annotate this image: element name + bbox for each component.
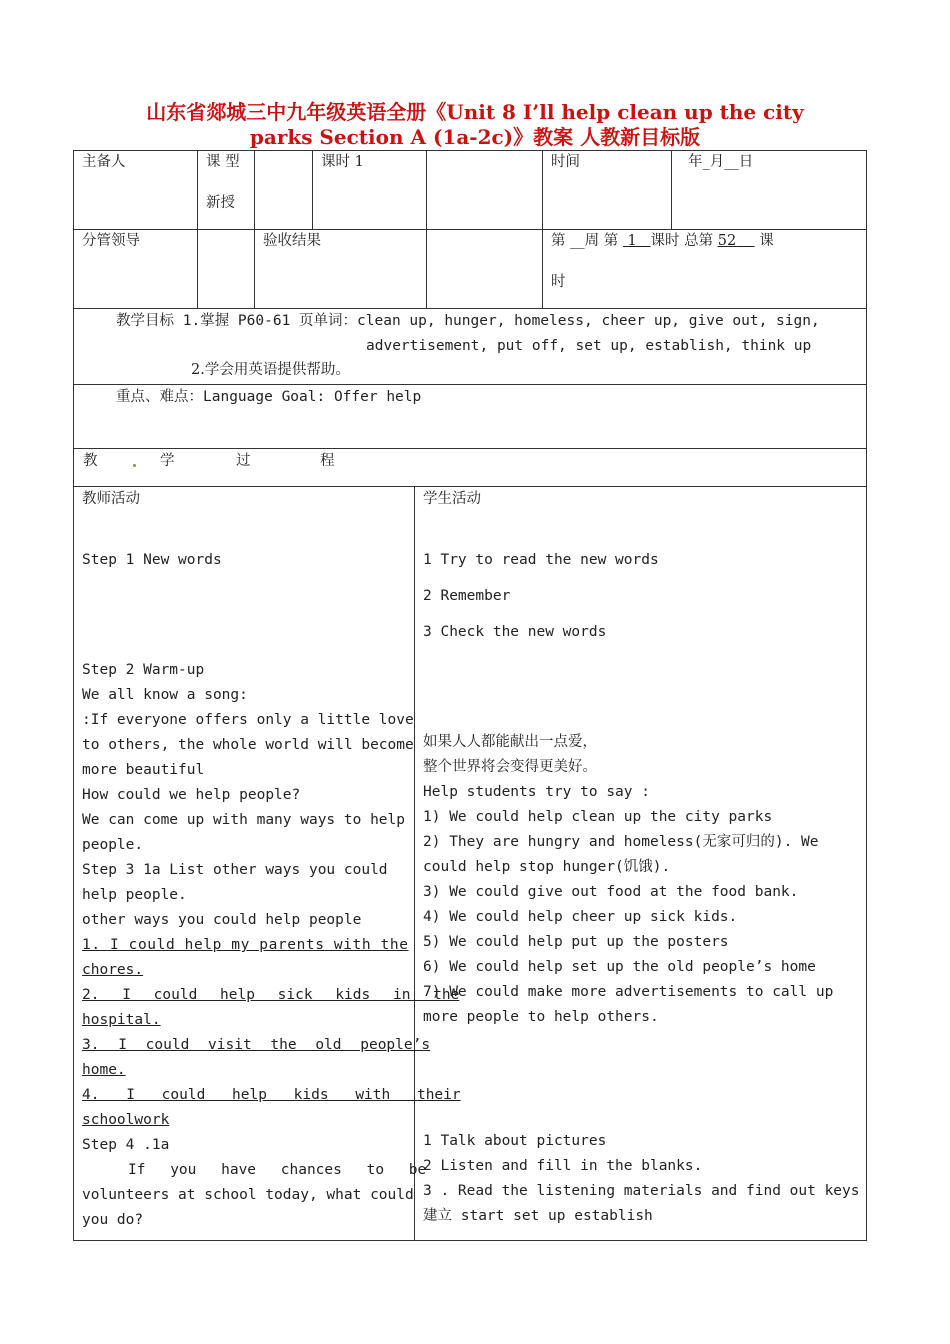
total-number: 52 xyxy=(717,233,737,249)
teacher-step-1: Step 1 New words xyxy=(82,552,222,568)
teacher-line: people. xyxy=(82,837,144,853)
student-line: 3) We could give out food at the food bank. xyxy=(423,884,799,900)
objectives-line-3: 2.学会用英语提供帮助。 xyxy=(191,362,350,378)
student-line: 3 . Read the listening materials and find out keys xyxy=(423,1183,860,1199)
check-label: 验收结果 xyxy=(263,233,321,249)
student-line: 1) We could help clean up the city parks xyxy=(423,809,773,825)
student-line: 2) They are hungry and homeless(无家可归的). We xyxy=(423,834,819,850)
student-chinese-line: 整个世界将会变得更美好。 xyxy=(423,759,597,775)
objectives-line-2: advertisement, put off, set up, establish, think up xyxy=(366,338,812,354)
cell-leader-name xyxy=(197,229,255,309)
teacher-underlined-line: 3. I could visit the old people’s xyxy=(82,1037,431,1053)
teacher-step-3: Step 3 1a List other ways you could xyxy=(82,862,388,878)
teacher-underlined-line: home. xyxy=(82,1062,126,1078)
student-heading: 学生活动 xyxy=(423,491,481,507)
teacher-underlined-line: chores. xyxy=(82,962,144,978)
student-line: Help students try to say : xyxy=(423,784,650,800)
teacher-line: :If everyone offers only a little love xyxy=(82,712,414,728)
teacher-line: volunteers at school today, what could xyxy=(82,1187,414,1203)
student-line: 建立 start set up establish xyxy=(423,1208,653,1224)
teacher-step-4: Step 4 .1a xyxy=(82,1137,170,1153)
teacher-line: other ways you could help people xyxy=(82,912,362,928)
cell-preparer-name xyxy=(254,150,313,230)
teacher-line: How could we help people? xyxy=(82,787,301,803)
student-line: 7) We could make more advertisements to call up xyxy=(423,984,834,1000)
course-type-value: 新授 xyxy=(206,195,235,211)
total-suffix-2: 时 xyxy=(551,274,566,290)
document-title xyxy=(72,100,878,150)
time-label: 时间 xyxy=(551,154,580,170)
teacher-line: to others, the whole world will become xyxy=(82,737,414,753)
decorative-dot xyxy=(133,464,136,467)
teacher-underlined-line: 2. I could help sick kids in the xyxy=(82,987,460,1003)
teacher-line: help people. xyxy=(82,887,187,903)
preparer-label: 主备人 xyxy=(82,154,126,170)
student-line: 2 Remember xyxy=(423,588,511,604)
student-line: 5) We could help put up the posters xyxy=(423,934,729,950)
teacher-underlined-line: 1. I could help my parents with the xyxy=(82,937,409,953)
student-line: more people to help others. xyxy=(423,1009,659,1025)
teacher-line: more beautiful xyxy=(82,762,205,778)
lesson-number: 1 xyxy=(627,233,637,249)
teacher-line: If you have chances to be xyxy=(128,1162,427,1178)
teacher-underlined-line: schoolwork xyxy=(82,1112,170,1128)
date-text: 年_月__日 xyxy=(688,154,754,170)
teacher-heading: 教师活动 xyxy=(82,491,140,507)
period-label: 课时 1 xyxy=(321,154,364,170)
student-line: 4) We could help cheer up sick kids. xyxy=(423,909,738,925)
cell-check-value xyxy=(426,229,543,309)
cell-process-heading xyxy=(73,448,867,487)
week-lesson-text xyxy=(551,229,774,254)
student-line: 6) We could help set up the old people’s home xyxy=(423,959,816,975)
teacher-underlined-line: hospital. xyxy=(82,1012,161,1028)
process-char-4: 程 xyxy=(320,453,335,469)
week-prefix: 第 __周 第 xyxy=(551,233,619,249)
title-line-2: parks Section A (1a-2c)》教案 人教新目标版 xyxy=(249,125,701,149)
course-type-label: 课 型 xyxy=(206,154,240,170)
teacher-step-2: Step 2 Warm-up xyxy=(82,662,205,678)
key-points: 重点、难点：Language Goal: Offer help xyxy=(116,389,422,405)
lesson-suffix: 课时 总第 xyxy=(650,233,714,249)
teacher-line: We can come up with many ways to help xyxy=(82,812,406,828)
process-char-3: 过 xyxy=(236,453,251,469)
cell-period-value xyxy=(426,150,543,230)
process-char-1: 教 xyxy=(83,453,98,469)
objectives-line-1: 教学目标 1.掌握 P60-61 页单词：clean up, hunger, homeless, cheer up, give out, sign, xyxy=(116,313,820,329)
student-line: 3 Check the new words xyxy=(423,624,607,640)
student-line: 1 Try to read the new words xyxy=(423,552,659,568)
teacher-line: We all know a song: xyxy=(82,687,248,703)
title-line-1: 山东省郯城三中九年级英语全册《Unit 8 I’ll help clean up the city xyxy=(146,100,804,124)
teacher-underlined-line: 4. I could help kids with their xyxy=(82,1087,461,1103)
student-line: could help stop hunger(饥饿). xyxy=(423,859,671,875)
teacher-line: you do? xyxy=(82,1212,144,1228)
process-char-2: 学 xyxy=(160,453,175,469)
total-suffix: 课 xyxy=(759,233,774,249)
student-line: 2 Listen and fill in the blanks. xyxy=(423,1158,703,1174)
student-chinese-line: 如果人人都能献出一点爱， xyxy=(423,734,597,750)
student-line: 1 Talk about pictures xyxy=(423,1133,607,1149)
leader-label: 分管领导 xyxy=(82,233,140,249)
